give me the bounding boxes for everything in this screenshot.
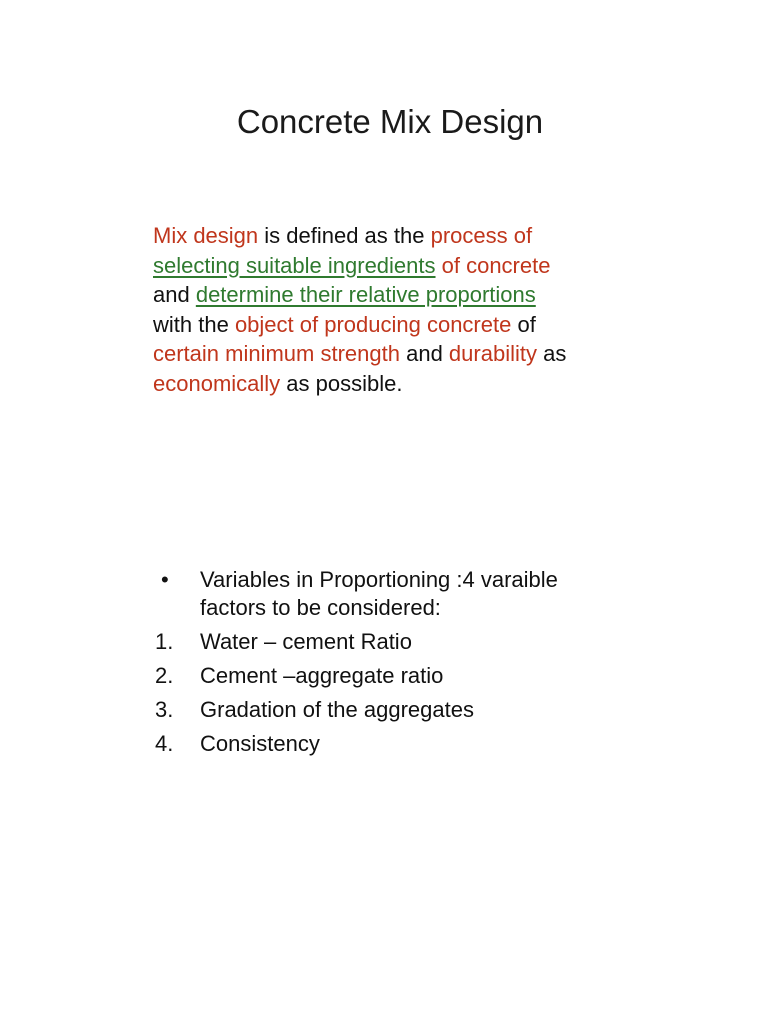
definition-highlight: selecting suitable ingredients [153, 252, 436, 278]
bullet-text-line1: Variables in Proportioning :4 varaible [200, 567, 558, 592]
list-marker: 1. [155, 629, 174, 654]
definition-line [153, 221, 673, 251]
definition-text: and [399, 341, 449, 366]
bullet-marker: • [161, 567, 169, 592]
list-marker: 4. [155, 731, 174, 756]
list-item-bullet [155, 566, 675, 622]
definition-text: as possible. [280, 370, 403, 396]
list-item [155, 662, 675, 690]
bullet-text-line2: factors to be considered: [200, 595, 441, 620]
definition-line [153, 310, 673, 340]
definition-paragraph [153, 221, 673, 398]
definition-highlight: Mix design [153, 223, 259, 248]
page-title: Concrete Mix Design [236, 103, 544, 140]
definition-highlight: durability [448, 341, 537, 366]
list-marker: 3. [155, 697, 174, 722]
definition-highlight: economically [153, 370, 281, 396]
list-item [155, 730, 675, 758]
list-item-text: Cement –aggregate ratio [200, 663, 444, 688]
definition-highlight: of concrete [435, 252, 551, 278]
definition-text: of [511, 311, 536, 337]
list-marker: 2. [155, 663, 174, 688]
definition-highlight: object of producing concrete [234, 311, 512, 337]
definition-highlight: certain minimum strength [153, 341, 400, 366]
definition-line [153, 280, 673, 310]
definition-highlight: determine their relative proportions [195, 282, 536, 307]
list-item-text: Water – cement Ratio [200, 629, 412, 654]
list-item-text: Consistency [200, 731, 320, 756]
definition-line [153, 339, 673, 369]
list-item [155, 628, 675, 656]
definition-text: and [153, 282, 196, 307]
definition-highlight: process of [430, 223, 533, 248]
variables-list [155, 566, 675, 764]
definition-text: with the [153, 311, 235, 337]
definition-line [153, 369, 673, 399]
list-item-text: Gradation of the aggregates [200, 697, 474, 722]
definition-text: is defined as the [258, 223, 431, 248]
definition-text: as [536, 341, 567, 366]
list-item [155, 696, 675, 724]
definition-line [153, 251, 673, 281]
